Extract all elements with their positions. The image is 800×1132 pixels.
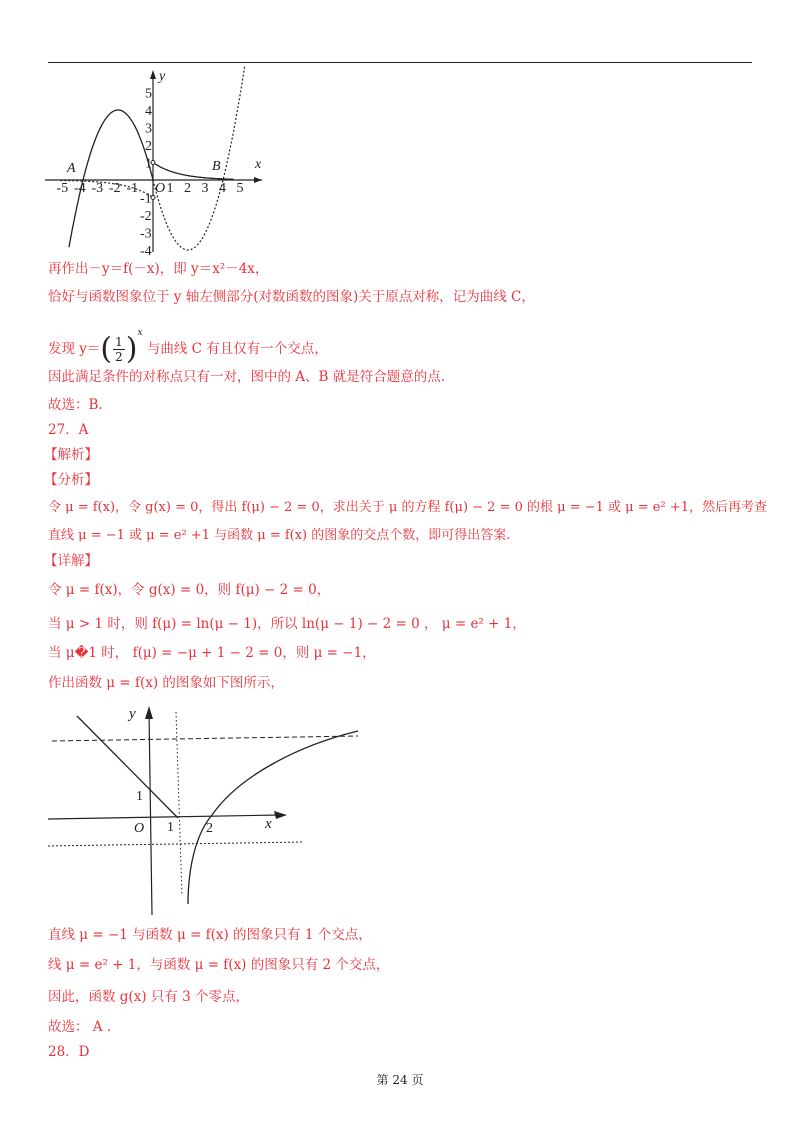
text-line: 直线 μ = −1 与函数 μ = f(x) 的图象只有 1 个交点， [48, 927, 372, 943]
text-line: 线 μ = e² + 1，与函数 μ = f(x) 的图象只有 2 个交点， [48, 957, 390, 973]
graph1-y-label: y [159, 69, 166, 84]
section-xiangjie: 【详解】 [44, 553, 98, 569]
text-line-fraction: 发现 y＝( $\frac{1}{2}$ )$^x$ 与曲线 C 有且仅有一个交点， [48, 328, 328, 367]
graph2-origin: O [134, 821, 145, 836]
graph1-x-tick: 1 [166, 181, 174, 196]
graph2-x-two: 2 [206, 821, 213, 836]
text-line: 因此，函数 g(x) 只有 3 个零点， [48, 989, 250, 1005]
graph1-y-tick: -4 [140, 244, 152, 259]
graph2-y-one: 1 [136, 789, 143, 804]
graph-1 [45, 65, 262, 259]
exponent: x [137, 328, 143, 338]
question-27: 27．A [48, 422, 89, 438]
graph1-y-tick: -1 [140, 191, 152, 207]
text-line: 故选：B. [48, 397, 103, 413]
graph1-x-tick: -1 [126, 181, 139, 196]
point-b: B [212, 159, 221, 174]
point-a: A [67, 161, 76, 176]
graph1-y-tick: 1 [145, 156, 152, 172]
text-line: 恰好与函数图象位于 y 轴左侧部分(对数函数的图象)关于原点对称，记为曲线 C， [48, 289, 535, 305]
graph2-y-label: y [129, 706, 136, 722]
graph1-y-tick: 4 [145, 104, 152, 119]
text-part: 发现 y＝ [48, 341, 101, 357]
text-line: 因此满足条件的对称点只有一对，图中的 A、B 就是符合题意的点. [48, 369, 446, 385]
page-number: 第 24 页 [376, 1073, 424, 1087]
graph1-x-label: x [255, 157, 262, 172]
graph1-x-tick: 4 [219, 181, 226, 196]
graph1-x-tick: 5 [236, 181, 244, 196]
section-jiexi: 【解析】 [44, 447, 98, 463]
graph2-x-label: x [265, 816, 272, 832]
text-line: 令 μ = f(x)，令 g(x) = 0，则 f(μ) − 2 = 0， [48, 582, 331, 598]
graph1-y-tick: -2 [140, 209, 152, 224]
graph1-origin: O [155, 181, 166, 196]
graph1-x-tick: 2 [184, 181, 191, 196]
numerator: 1 [115, 335, 123, 349]
text-line: 令 μ = f(x)，令 g(x) = 0，得出 f(μ) − 2 = 0，求出关于 μ 的方程 f(μ) − 2 = 0 的根 μ = −1 或 μ = e² +1，然后再考查 [48, 500, 767, 515]
graph2-x-one: 1 [167, 820, 174, 835]
graph1-y-tick: 3 [145, 121, 152, 137]
text-line: 作出函数 μ = f(x) 的图象如下图所示， [48, 675, 284, 691]
graph1-x-tick: 3 [201, 181, 209, 196]
graph1-x-tick: -3 [91, 181, 104, 196]
denominator: 2 [115, 350, 123, 364]
graph1-x-tick: -5 [56, 181, 69, 196]
text-part: 与曲线 C 有且仅有一个交点， [142, 341, 328, 357]
section-fenxi: 【分析】 [44, 472, 98, 488]
graph-2 [48, 706, 358, 915]
fraction [113, 335, 125, 364]
text-line: 再作出－y＝f(－x)，即 y＝x²－4x， [48, 261, 269, 277]
graph1-x-tick: -4 [74, 181, 86, 196]
graph1-y-tick: -3 [140, 226, 152, 242]
text-line: 直线 μ = −1 或 μ = e² +1 与函数 μ = f(x) 的图象的交点个数，即可得出答案. [48, 528, 511, 543]
graph1-x-tick: -2 [109, 181, 121, 196]
question-28: 28．D [48, 1044, 90, 1060]
text-line: 当 μ > 1 时，则 f(μ) = ln(μ − 1)，所以 ln(μ − 1) − 2 = 0 ， μ = e² + 1， [48, 616, 526, 632]
graph1-y-tick: 5 [145, 86, 152, 102]
graph1-y-tick: 2 [145, 139, 152, 154]
text-line: 当 μ�1 时， f(μ) = −μ + 1 − 2 = 0，则 μ = −1， [48, 645, 376, 661]
text-line: 故选： A . [48, 1019, 112, 1035]
